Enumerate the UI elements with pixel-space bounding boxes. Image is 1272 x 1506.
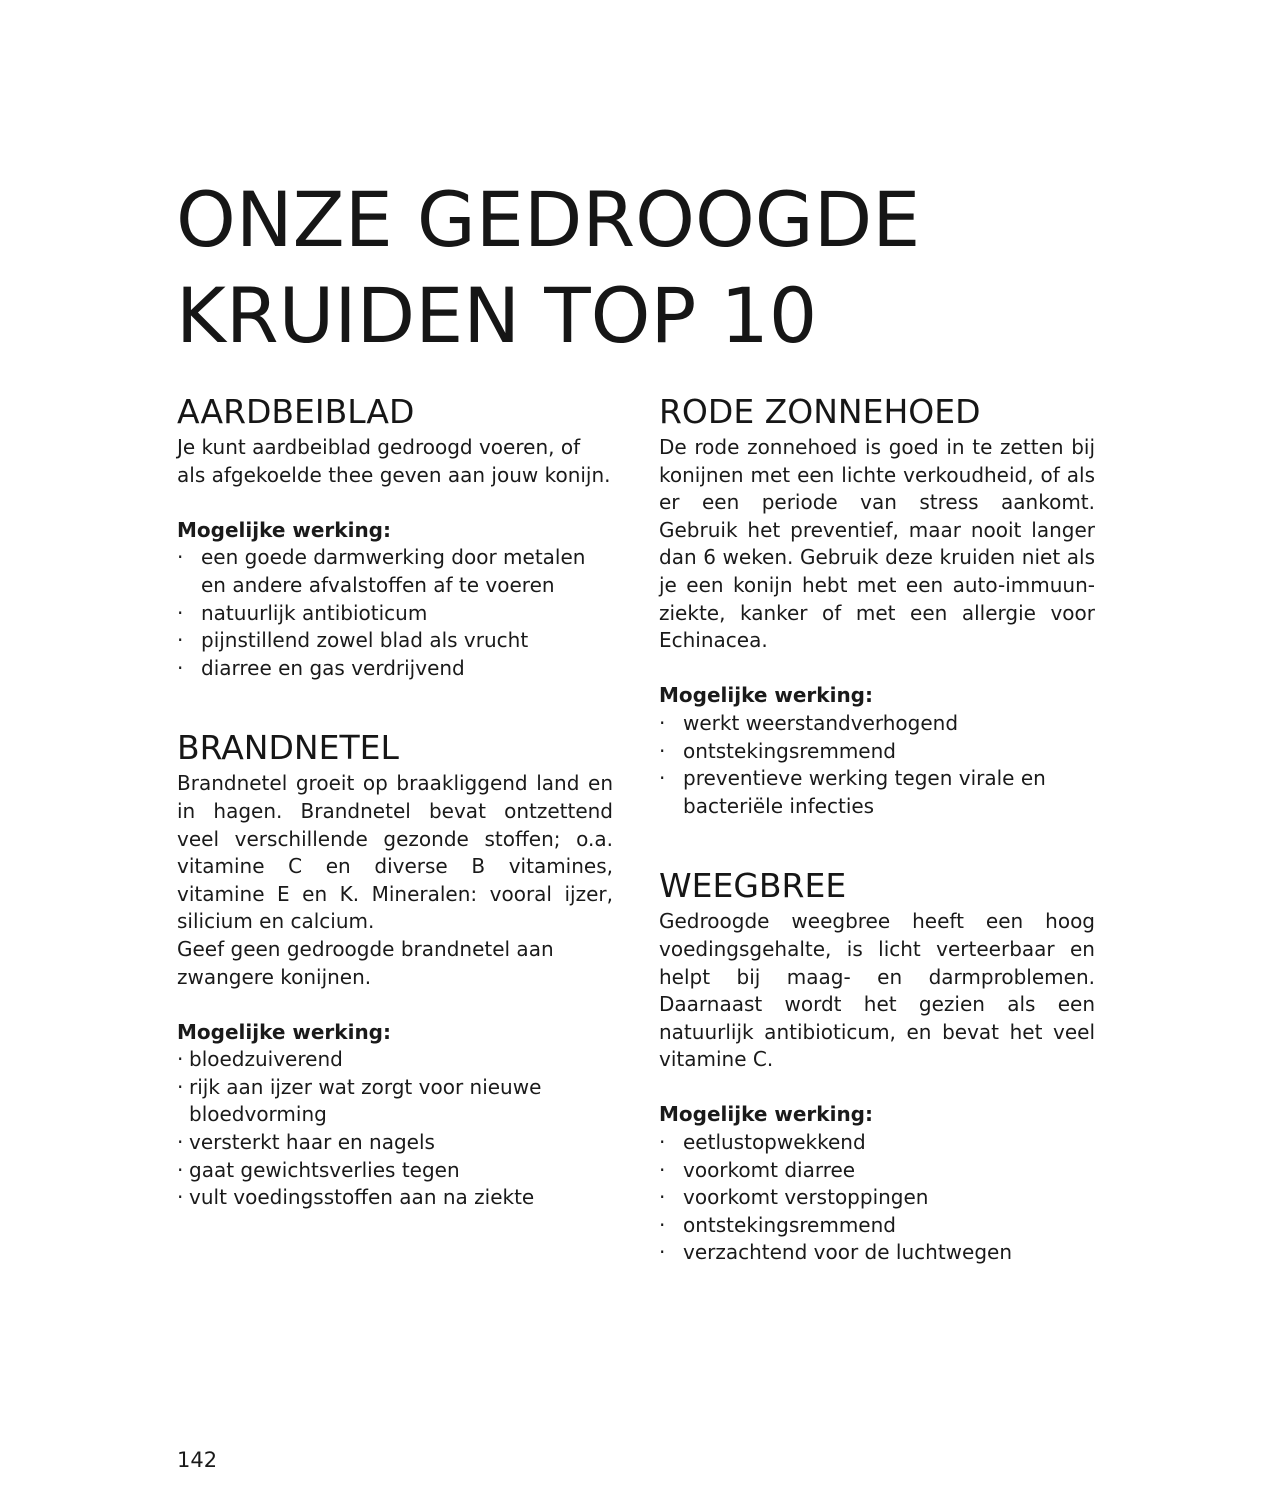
bullet-dot: · <box>659 1130 666 1155</box>
page-number: 142 <box>177 1448 218 1472</box>
list-item: · preventieve werking tegen virale en bacteriële infecties <box>659 766 1046 818</box>
bullet-dot: · <box>659 738 666 763</box>
list-item: · voorkomt verstoppingen <box>659 1184 1095 1212</box>
bullet-dot: · <box>659 710 666 735</box>
section-body-brandnetel: Brandnetel groeit op braakliggend land en in hagen. Brandnetel bevat ontzettend veel verschillende gezonde stoffen; o.a. vitamine C en diverse B vitamines, vitamine E en K. Mineralen: vooral ijzer, silicium en calcium. <box>177 771 613 934</box>
section-heading-brandnetel: BRANDNETEL <box>177 728 399 768</box>
list-item: · rijk aan ijzer wat zorgt voor nieuwe bloedvorming <box>177 1074 542 1127</box>
bullet-dot: · <box>659 1157 666 1182</box>
bullet-dot: · <box>659 1240 666 1265</box>
list-item: · voorkomt diarree <box>659 1157 1095 1185</box>
section-heading-rode-zonnehoed: RODE ZONNEHOED <box>659 392 981 431</box>
list-item: · natuurlijk antibioticum <box>177 600 613 628</box>
list-item: · verzachtend voor de luchtwegen <box>659 1239 1095 1267</box>
section-spacer <box>659 820 1095 864</box>
bullet-dot: · <box>177 1157 184 1182</box>
werking-label-brandnetel: Mogelijke werking: <box>177 1019 391 1044</box>
list-item: · ontstekingsremmend <box>659 1212 1095 1240</box>
bullet-dot: · <box>177 600 184 625</box>
list-item: · versterkt haar en nagels <box>177 1129 613 1157</box>
section-heading-aardbeiblad: AARDBEIBLAD <box>177 392 415 431</box>
section-aardbeiblad <box>177 390 613 682</box>
bullet-dot: · <box>659 1212 666 1237</box>
bullet-dot: · <box>177 655 184 680</box>
bullet-dot: · <box>177 1185 184 1210</box>
section-spacer <box>177 682 613 726</box>
bullet-dot: · <box>177 545 184 570</box>
list-item: · bloedzuiverend <box>177 1046 613 1074</box>
list-item: · pijnstillend zowel blad als vrucht <box>177 627 613 655</box>
list-item: · werkt weerstandverhogend <box>659 710 1095 738</box>
werking-label-weegbree: Mogelijke werking: <box>659 1102 873 1127</box>
list-item: · een goede darmwerking door metalen en andere afvalstoffen af te voeren <box>177 545 586 597</box>
section-rode-zonnehoed <box>659 390 1095 820</box>
section-body-weegbree: Gedroogde weegbree heeft een hoog voedingsgehalte, is licht verteerbaar en helpt bij maag- en darmproblemen. Daarnaast wordt het gezien als een natuurlijk antibioticum, en bevat het veel vitamine C. <box>659 909 1095 1072</box>
list-item: · ontstekingsremmend <box>659 738 1095 766</box>
section-heading-weegbree: WEEGBREE <box>659 866 847 906</box>
section-brandnetel <box>177 726 613 1212</box>
werking-label-rode-zonnehoed: Mogelijke werking: <box>659 683 873 708</box>
bullet-dot: · <box>177 628 184 653</box>
list-item: · gaat gewichtsverlies tegen <box>177 1157 613 1185</box>
effects-list-brandnetel <box>177 1046 613 1212</box>
page-title-line-2: KRUIDEN TOP 10 <box>176 271 818 360</box>
page-title <box>176 172 920 364</box>
bullet-dot: · <box>659 1185 666 1210</box>
list-item: · diarree en gas verdrijvend <box>177 655 613 683</box>
effects-list-aardbeiblad <box>177 544 613 682</box>
bullet-dot: · <box>659 766 666 791</box>
section-body-brandnetel-warning: Geef geen gedroogde brandnetel aan zwangere konijnen. <box>177 936 554 989</box>
right-column <box>659 390 1095 1267</box>
bullet-dot: · <box>177 1074 184 1099</box>
page-title-line-1: ONZE GEDROOGDE <box>176 175 921 264</box>
section-weegbree <box>659 864 1095 1267</box>
bullet-dot: · <box>177 1047 184 1072</box>
section-body-rode-zonnehoed: De rode zonnehoed is goed in te zetten bij konijnen met een lichte verkoudheid, of als er een periode van stress aankomt. Gebruik het preventief, maar nooit langer dan 6 weken. Gebruik deze kruiden niet als je een konijn hebt met een auto-immuunziekte, kanker of met een allergie voor Echinacea. <box>659 435 1095 653</box>
section-body-aardbeiblad: Je kunt aardbeiblad gedroogd voeren, of als afgekoelde thee geven aan jouw konijn. <box>177 435 611 487</box>
list-item: · vult voedingsstoffen aan na ziekte <box>177 1184 613 1212</box>
list-item: · eetlustopwekkend <box>659 1129 1095 1157</box>
effects-list-rode-zonnehoed <box>659 710 1095 820</box>
werking-label-aardbeiblad: Mogelijke werking: <box>177 517 391 542</box>
left-column <box>177 390 613 1212</box>
bullet-dot: · <box>177 1130 184 1155</box>
effects-list-weegbree <box>659 1129 1095 1267</box>
